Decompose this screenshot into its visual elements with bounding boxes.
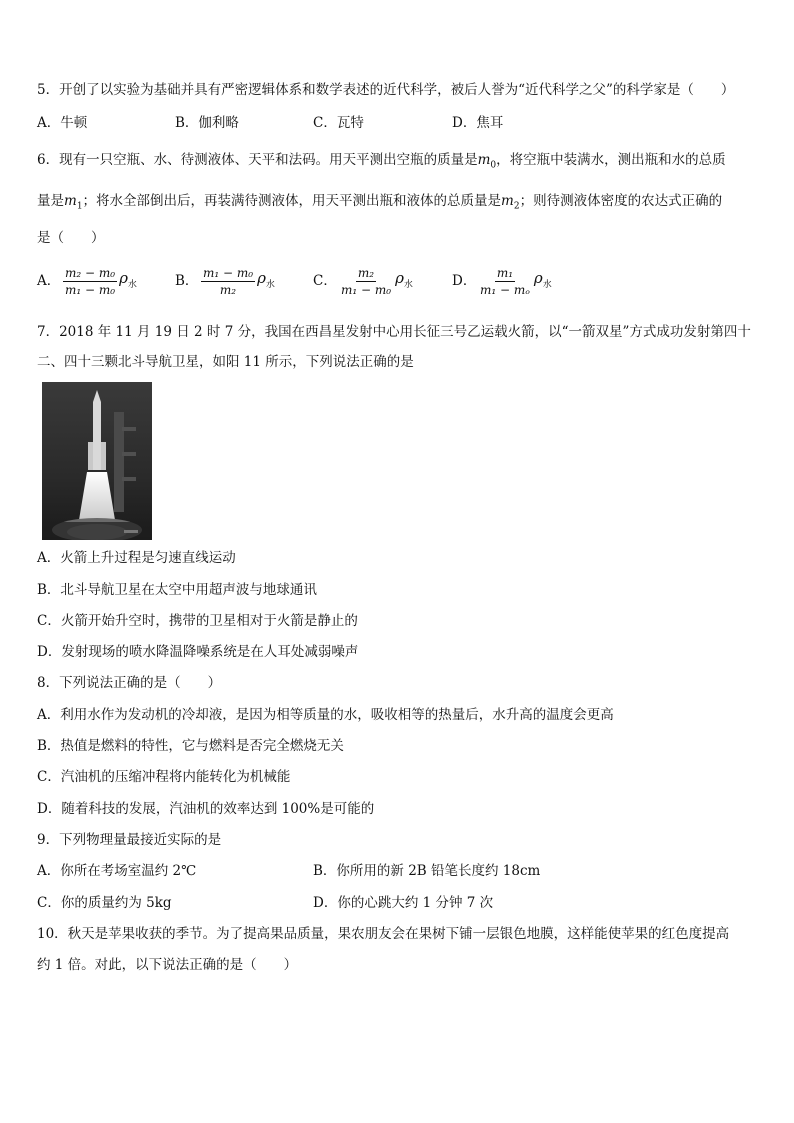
q6-var-m1: $m_1$ [64,193,83,212]
q6-line3: 是（ ） [37,230,105,246]
q8-option-d: D．随着科技的发展，汽油机的效率达到 100%是可能的 [37,801,375,817]
q9-option-d: D．你的心跳大约 1 分钟 7 次 [313,895,494,911]
q6-line2-text-c: ；则待测液体密度的农达式正确的 [519,193,723,209]
q6-var-m2: $m_2$ [501,193,520,212]
rocket-launch-photo [42,382,152,540]
q8-stem: 8．下列说法正确的是（ ） [37,675,222,691]
q7-line2: 二、四十三颗北斗导航卫星，如阳 11 所示，下列说法正确的是 [37,354,414,370]
q6-line1 [37,150,726,176]
q6-var-m0: $m_0$ [477,152,497,171]
q9-option-a: A．你所在考场室温约 2℃ [37,863,197,879]
q6-option-c: C． $\frac{\text{m₂}}{\text{m₁ − m₀}}$ $\rho_水$ [313,266,413,297]
q8-option-c: C．汽油机的压缩冲程将内能转化为机械能 [37,769,291,785]
q9-option-b: B．你所用的新 2B 铅笔长度约 18cm [313,863,541,879]
q7-option-b: B．北斗导航卫星在太空中用超声波与地球通讯 [37,582,317,598]
q7-option-d: D．发射现场的喷水降温降噪系统是在人耳处减弱噪声 [37,644,359,660]
q5-option-b: B．伽利略 [175,115,239,131]
q6-option-d: D． $\frac{\text{m₁}}{\text{m₁ − mₒ}}$ $\rho_水$ [452,266,552,297]
q6-line1-text-a: 6．现有一只空瓶、水、待测液体、天平和法码。用天平测出空瓶的质量是 [37,152,478,168]
q9-option-c: C．你的质量约为 5kg [37,895,172,911]
q5-option-a: A．牛顿 [37,115,88,131]
q6-option-b: B． $\frac{\text{m₁ − m₀}}{\text{m₂}}$ $\rho_水$ [175,266,275,297]
fraction: $\frac{\text{m₂}}{\text{m₁ − m₀}}$ [341,266,392,297]
q6-line2 [37,191,722,217]
q7-line1: 7．2018 年 11 月 19 日 2 时 7 分，我国在西昌星发射中心用长征三号乙运载火箭，以“一箭双星”方式成功发射第四十 [37,324,751,340]
q6-line2-text-b: ；将水全部倒出后，再装满待测液体，用天平测出瓶和液体的总质量是 [82,193,502,209]
q10-line2: 约 1 倍。对此，以下说法正确的是（ ） [37,957,298,973]
q7-option-c: C．火箭开始升空时，携带的卫星相对于火箭是静止的 [37,613,358,629]
q5-option-c: C．瓦特 [313,115,364,131]
q9-stem: 9．下列物理量最接近实际的是 [37,832,222,848]
fraction: $\frac{\text{m₁}}{\text{m₁ − mₒ}}$ [480,266,530,297]
q5-stem: 5．开创了以实验为基础并具有严密逻辑体系和数学表述的近代科学，被后人誉为“近代科学之父”的科学家是（ ） [37,82,735,98]
q10-line1: 10．秋天是苹果收获的季节。为了提高果品质量，果农朋友会在果树下铺一层银色地膜，这样能使苹果的红色度提高 [37,926,730,942]
q6-option-a: A． $\frac{\text{m₂ − m₀}}{\text{m₁ − m₀}}$ $\rho_水$ [37,266,137,297]
q7-option-a: A．火箭上升过程是匀速直线运动 [37,550,236,566]
q8-option-b: B．热值是燃料的特性，它与燃料是否完全燃烧无关 [37,738,344,754]
rocket-launch-image [42,382,152,540]
fraction: $\frac{\text{m₂ − m₀}}{\text{m₁ − m₀}}$ [65,266,116,297]
fraction: $\frac{\text{m₁ − m₀}}{\text{m₂}}$ [203,266,254,297]
q6-line1-text-b: ，将空瓶中装满水，测出瓶和水的总质 [496,152,726,168]
q6-line2-text-a: 量是 [37,193,64,209]
q5-option-d: D．焦耳 [452,115,504,131]
q8-option-a: A．利用水作为发动机的冷却液，是因为相等质量的水，吸收相等的热量后，水升高的温度会更高 [37,707,614,723]
